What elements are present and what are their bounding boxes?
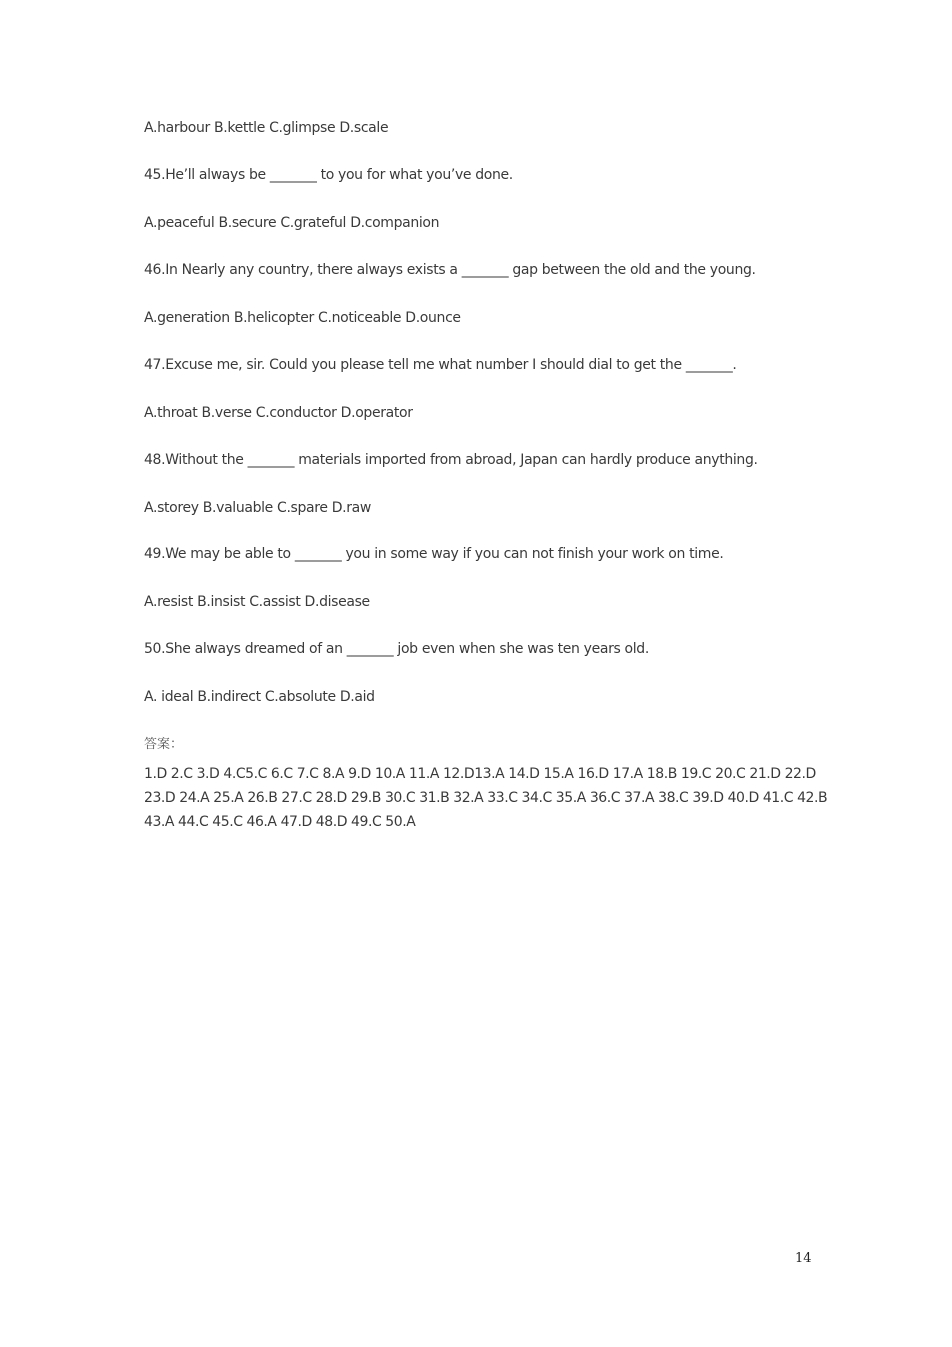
page-number: 14 [795,1251,812,1266]
question-46: 46.In Nearly any country, there always exists a _______ gap between the old and the young. [144,262,756,278]
answer-line: 23.D 24.A 25.A 26.B 27.C 28.D 29.B 30.C 31.B 32.A 33.C 34.C 35.A 36.C 37.A 38.C 39.D 40.D 41.C 42.B [144,790,828,806]
options-49: A.resist B.insist C.assist D.disease [144,594,370,610]
options-47: A.throat B.verse C.conductor D.operator [144,405,413,421]
question-45: 45.He’ll always be _______ to you for what you’ve done. [144,167,513,183]
answer-line: 43.A 44.C 45.C 46.A 47.D 48.D 49.C 50.A [144,814,416,830]
options-48: A.storey B.valuable C.spare D.raw [144,500,371,516]
question-49: 49.We may be able to _______ you in some way if you can not finish your work on time. [144,546,724,562]
options-44: A.harbour B.kettle C.glimpse D.scale [144,120,389,136]
answer-key [144,762,828,834]
options-50: A. ideal B.indirect C.absolute D.aid [144,689,375,705]
question-50: 50.She always dreamed of an _______ job even when she was ten years old. [144,641,649,657]
question-47: 47.Excuse me, sir. Could you please tell me what number I should dial to get the _______. [144,357,737,373]
question-48: 48.Without the _______ materials imported from abroad, Japan can hardly produce anything. [144,452,758,468]
answer-line: 1.D 2.C 3.D 4.C5.C 6.C 7.C 8.A 9.D 10.A 11.A 12.D13.A 14.D 15.A 16.D 17.A 18.B 19.C 20.C 21.D 22.D [144,766,816,782]
options-45: A.peaceful B.secure C.grateful D.companion [144,215,440,231]
answer-heading: 答案： [144,737,184,752]
options-46: A.generation B.helicopter C.noticeable D.ounce [144,310,461,326]
